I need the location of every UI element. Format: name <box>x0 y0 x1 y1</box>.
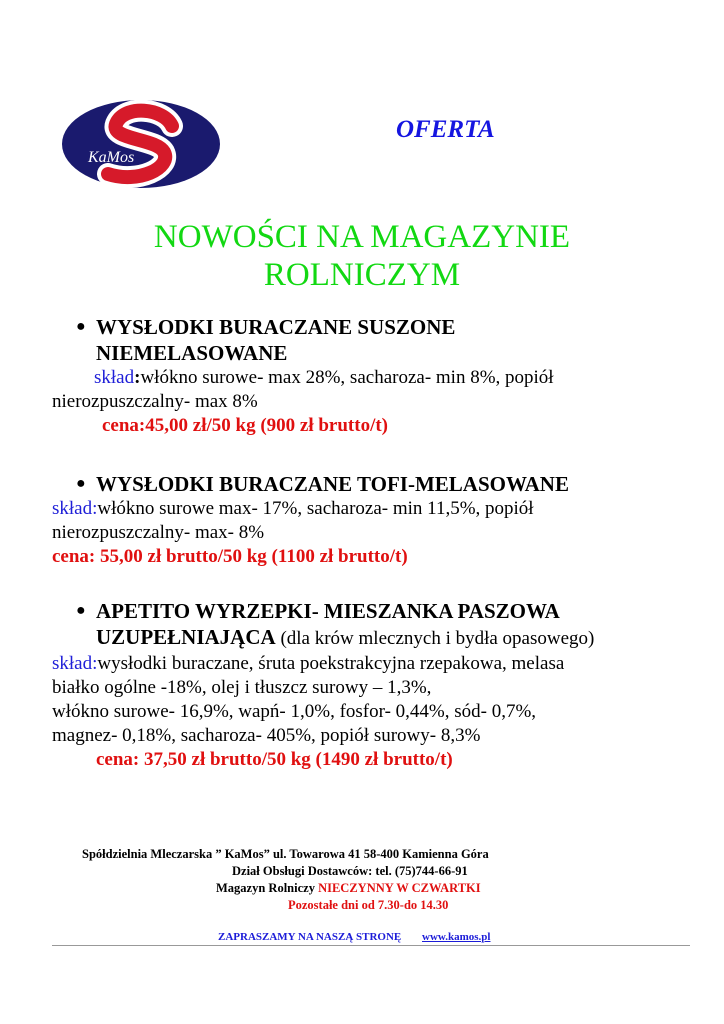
price: cena: 55,00 zł brutto/50 kg (1100 zł brutto/t) <box>52 546 408 567</box>
composition-text: wysłodki buraczane, śruta poekstrakcyjna rzepakowa, melasa <box>97 653 565 674</box>
bullet-icon: ● <box>76 318 86 335</box>
footer-invite-text: ZAPRASZAMY NA NASZĄ STRONĘ <box>218 931 402 943</box>
composition-line-1 <box>52 497 692 521</box>
composition-line-3: włókno surowe- 16,9%, wapń- 1,0%, fosfor- 0,44%, sód- 0,7%, <box>52 701 537 722</box>
product-name <box>52 471 692 497</box>
product-item-2 <box>52 471 692 569</box>
offer-label: OFERTA <box>396 116 495 143</box>
price: cena:45,00 zł/50 kg (900 zł brutto/t) <box>102 415 389 436</box>
price: cena: 37,50 zł brutto/50 kg (1490 zł brutto/t) <box>96 749 453 770</box>
title-line-2: ROLNICZYM <box>263 257 461 293</box>
product-item-3 <box>52 598 692 772</box>
footer-closed-notice: NIECZYNNY W CZWARTKI <box>318 881 481 895</box>
page-title <box>40 218 684 294</box>
product-name-main: UZUPEŁNIAJĄCA <box>96 625 276 649</box>
kamos-logo <box>60 98 222 190</box>
product-item-1 <box>52 314 692 438</box>
footer-divider <box>52 945 690 946</box>
bullet-icon: ● <box>76 602 86 619</box>
footer-warehouse-label: Magazyn Rolniczy <box>216 881 319 895</box>
product-name <box>52 598 692 652</box>
product-name-line-2 <box>96 624 692 652</box>
footer-invite <box>0 929 724 946</box>
composition-text: włókno surowe- max 28%, sacharoza- min 8%, popiół <box>140 367 554 388</box>
product-name-line-1: WYSŁODKI BURACZANE TOFI-MELASOWANE <box>96 472 569 496</box>
footer-warehouse-hours <box>0 880 724 897</box>
product-name-line-2: NIEMELASOWANE <box>96 341 288 365</box>
footer-address: Spółdzielnia Mleczarska ” KaMos” ul. Towarowa 41 58-400 Kamienna Góra <box>82 847 489 861</box>
product-name-line-1: WYSŁODKI BURACZANE SUSZONE <box>96 315 456 339</box>
composition-line-1 <box>52 652 692 676</box>
composition-line-2: białko ogólne -18%, olej i tłuszcz surowy – 1,3%, <box>52 677 432 698</box>
footer-opening-hours: Pozostałe dni od 7.30-do 14.30 <box>288 898 449 912</box>
title-line-1: NOWOŚCI NA MAGAZYNIE <box>153 219 571 255</box>
composition-line-2: nierozpuszczalny- max- 8% <box>52 522 265 543</box>
composition-line-2: nierozpuszczalny- max 8% <box>52 391 258 412</box>
composition-text: włókno surowe max- 17%, sacharoza- min 11,5%, popiół <box>97 498 534 519</box>
product-name-note: (dla krów mlecznych i bydła opasowego) <box>275 628 595 649</box>
composition-line-1 <box>52 366 692 390</box>
composition-label: skład: <box>52 653 98 674</box>
product-name-line-1: APETITO WYRZEPKI- MIESZANKA PASZOWA <box>96 599 560 623</box>
footer-phone: Dział Obsługi Dostawców: tel. (75)744-66-91 <box>232 864 468 878</box>
website-link[interactable]: www.kamos.pl <box>422 931 491 943</box>
logo-text: KaMos <box>88 149 135 166</box>
composition-label: skład <box>94 367 135 388</box>
composition-label: skład: <box>52 498 98 519</box>
composition-line-4: magnez- 0,18%, sacharoza- 405%, popiół surowy- 8,3% <box>52 725 481 746</box>
footer-contact <box>0 846 724 914</box>
product-name <box>52 314 692 366</box>
composition-colon: : <box>134 367 141 388</box>
bullet-icon: ● <box>76 475 86 492</box>
